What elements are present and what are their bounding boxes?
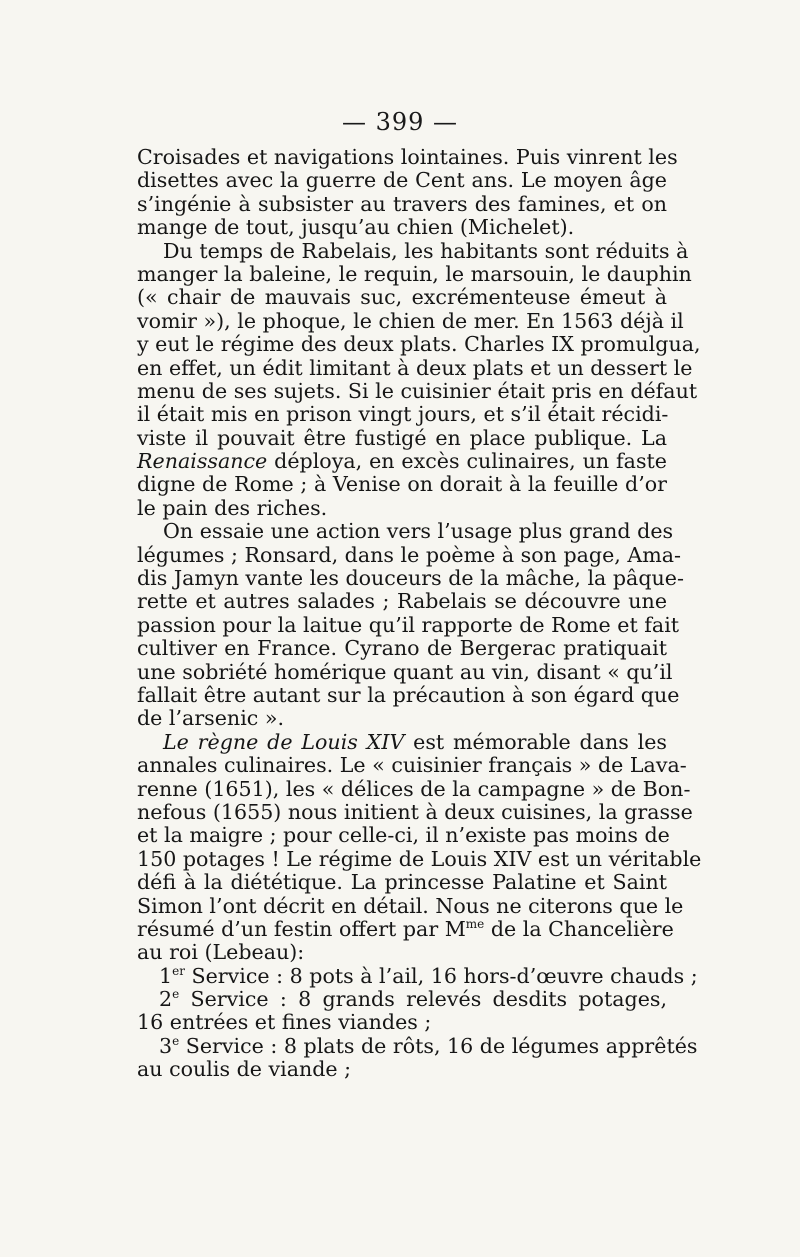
text-line: (« chair de mauvais suc, excrémenteuse émeut à xyxy=(137,285,667,310)
superscript: e xyxy=(172,1033,180,1048)
text-line: fallait être autant sur la précaution à son égard que xyxy=(137,682,680,707)
text-line: 2e Service : 8 grands relevés desdits potages, xyxy=(159,987,667,1012)
italic-term: Le règne de Louis XIV xyxy=(163,729,405,754)
text-line: viste il pouvait être fustigé en place publique. La xyxy=(137,425,667,450)
text-line: une sobriété homérique quant au vin, disant « qu’il xyxy=(137,659,673,684)
text-line: au coulis de viande ; xyxy=(137,1057,352,1082)
text-line: digne de Rome ; à Venise on dorait à la feuille d’or xyxy=(137,472,667,497)
text-line: de l’arsenic ». xyxy=(137,706,285,731)
text-line: 3e Service : 8 plats de rôts, 16 de légumes apprêtés xyxy=(159,1033,698,1058)
body-text xyxy=(137,145,702,1082)
text-line: cultiver en France. Cyrano de Bergerac pratiquait xyxy=(137,636,667,661)
text-line: Le règne de Louis XIV est mémorable dans les xyxy=(163,729,668,754)
text-line: 150 potages ! Le régime de Louis XIV est un véritable xyxy=(137,846,702,871)
text-line: 16 entrées et fines viandes ; xyxy=(137,1010,432,1035)
text-line: et la maigre ; pour celle-ci, il n’existe pas moins de xyxy=(137,823,670,848)
text-line: renne (1651), les « délices de la campagne » de Bon- xyxy=(137,776,691,801)
page-number: — 399 — xyxy=(341,108,459,136)
text-line: défi à la diététique. La princesse Palatine et Saint xyxy=(137,870,667,895)
text-line: vomir »), le phoque, le chien de mer. En 1563 déjà il xyxy=(137,308,684,333)
text-line: résumé d’un festin offert par $M^{me}$ de la Chancelière xyxy=(137,916,674,941)
text-line: le pain des riches. xyxy=(137,495,328,520)
text-line: au roi (Lebeau): xyxy=(137,940,305,965)
text-line: annales culinaires. Le « cuisinier français » de Lava- xyxy=(137,753,687,778)
text-line: Renaissance déploya, en excès culinaires, un faste xyxy=(137,449,667,474)
text-line: rette et autres salades ; Rabelais se découvre une xyxy=(137,589,667,614)
text-line: mange de tout, jusqu’au chien (Michelet). xyxy=(137,215,575,240)
text-line: Simon l’ont décrit en détail. Nous ne citerons que le xyxy=(137,893,684,918)
text-line: s’ingénie à subsister au travers des famines, et on xyxy=(137,191,667,216)
text-line: 1er Service : 8 pots à l’ail, 16 hors-d’œuvre chauds ; xyxy=(159,963,698,988)
text-line: légumes ; Ronsard, dans le poème à son page, Ama- xyxy=(137,542,682,567)
superscript: e xyxy=(172,987,180,1002)
text-line: passion pour la laitue qu’il rapporte de Rome et fait xyxy=(137,612,680,637)
text-line: y eut le régime des deux plats. Charles IX promulgua, xyxy=(137,332,701,357)
text-line: manger la baleine, le requin, le marsouin, le dauphin xyxy=(137,261,692,286)
text-line: menu de ses sujets. Si le cuisinier était pris en défaut xyxy=(137,378,698,403)
text-line: Du temps de Rabelais, les habitants sont réduits à xyxy=(163,238,689,263)
text-line: On essaie une action vers l’usage plus grand des xyxy=(163,519,674,544)
text-line: nefous (1655) nous initient à deux cuisines, la grasse xyxy=(137,799,693,824)
text-line: disettes avec la guerre de Cent ans. Le moyen âge xyxy=(137,168,667,193)
superscript: me xyxy=(465,916,485,931)
text-line: dis Jamyn vante les douceurs de la mâche, la pâque- xyxy=(137,566,684,591)
superscript: er xyxy=(172,963,185,978)
text-line: il était mis en prison vingt jours, et s’il était récidi- xyxy=(137,402,669,427)
italic-term: Renaissance xyxy=(137,449,268,474)
text-line: Croisades et navigations lointaines. Puis vinrent les xyxy=(137,145,678,169)
text-line: en effet, un édit limitant à deux plats et un dessert le xyxy=(137,355,693,380)
